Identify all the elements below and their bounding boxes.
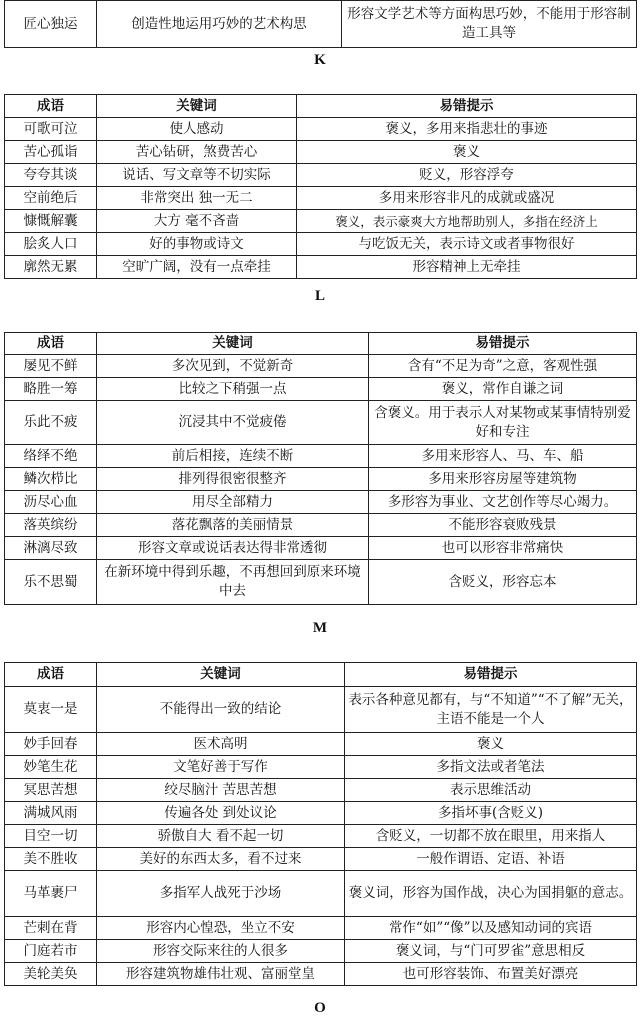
table-row [5,825,637,848]
idiom-cell: 廓然无累 [5,256,97,279]
table-row [5,1,637,48]
table-row [5,164,637,187]
table-row [5,256,637,279]
hint-cell: 褒义词，与“门可罗雀”意思相反 [345,940,637,963]
keyword-cell: 不能得出一致的结论 [97,687,345,733]
keyword-cell: 多指军人战死于沙场 [97,871,345,917]
header-idiom: 成语 [5,663,97,687]
hint-cell: 褒义，常作自谦之词 [369,378,637,401]
hint-cell: 多形容为事业、文艺创作等尽心竭力。 [369,491,637,514]
hint-cell: 与吃饭无关，表示诗文或者事物很好 [297,233,637,256]
idiom-cell: 美轮美奂 [5,963,97,986]
hint-cell: 表示思维活动 [345,779,637,802]
idiom-cell: 美不胜收 [5,848,97,871]
idiom-cell: 妙笔生花 [5,756,97,779]
table-row [5,560,637,605]
keyword-cell: 多次见到，不觉新奇 [97,355,369,378]
keyword-cell: 美好的东西太多，看不过来 [97,848,345,871]
idiom-cell: 淋漓尽致 [5,537,97,560]
idiom-cell: 芒刺在背 [5,917,97,940]
hint-cell: 常作“如”“像”以及感知动词的宾语 [345,917,637,940]
idiom-cell: 莫衷一是 [5,687,97,733]
keyword-cell: 创造性地运用巧妙的艺术构思 [97,1,342,48]
idiom-cell: 匠心独运 [5,1,97,48]
hint-cell: 不能形容衰败残景 [369,514,637,537]
idiom-cell: 络绎不绝 [5,445,97,468]
table-m [4,662,637,986]
hint-cell: 形容文学艺术等方面构思巧妙，不能用于形容制造工具等 [342,1,637,48]
keyword-cell: 绞尽脑汁 苦思苦想 [97,779,345,802]
table-row [5,687,637,733]
idiom-cell: 可歌可泣 [5,118,97,141]
table-l [4,332,637,605]
idiom-cell: 乐不思蜀 [5,560,97,605]
hint-cell: 褒义，表示豪爽大方地帮助别人，多指在经济上 [297,210,637,233]
table-row [5,355,637,378]
idiom-cell: 乐此不疲 [5,401,97,445]
keyword-cell: 非常突出 独一无二 [97,187,297,210]
hint-cell: 贬义，形容浮夸 [297,164,637,187]
hint-cell: 含有“不足为奇”之意，客观性强 [369,355,637,378]
table-row [5,210,637,233]
hint-cell: 也可以形容非常痛快 [369,537,637,560]
hint-cell: 也可形容装饰、布置美好漂亮 [345,963,637,986]
table-row [5,233,637,256]
idiom-cell: 落英缤纷 [5,514,97,537]
idiom-cell: 屡见不鲜 [5,355,97,378]
section-letter-l: L [314,288,325,304]
keyword-cell: 在新环境中得到乐趣，不再想回到原来环境中去 [97,560,369,605]
table-header [5,333,637,355]
table-k [4,94,637,279]
table-row [5,537,637,560]
header-keyword: 关键词 [97,333,369,355]
hint-cell: 多用来形容非凡的成就或盛况 [297,187,637,210]
idiom-cell: 马革裹尸 [5,871,97,917]
idiom-cell: 鳞次栉比 [5,468,97,491]
header-keyword: 关键词 [97,663,345,687]
idiom-cell: 脍炙人口 [5,233,97,256]
keyword-cell: 形容交际来往的人很多 [97,940,345,963]
keyword-cell: 比较之下稍强一点 [97,378,369,401]
hint-cell: 含贬义，一切都不放在眼里，用来指人 [345,825,637,848]
hint-cell: 褒义词，形容为国作战，决心为国捐躯的意志。 [345,871,637,917]
hint-cell: 含褒义。用于表示人对某物或某事情特别爱好和专注 [369,401,637,445]
idiom-cell: 慷慨解囊 [5,210,97,233]
table-row [5,848,637,871]
idiom-cell: 冥思苦想 [5,779,97,802]
hint-cell: 一般作谓语、定语、补语 [345,848,637,871]
keyword-cell: 空旷广阔，没有一点牵挂 [97,256,297,279]
keyword-cell: 用尽全部精力 [97,491,369,514]
hint-cell: 表示各种意见都有，与“不知道”“不了解”无关，主语不能是一个人 [345,687,637,733]
idiom-cell: 门庭若市 [5,940,97,963]
header-idiom: 成语 [5,95,97,118]
hint-cell: 多指文法或者笔法 [345,756,637,779]
hint-cell: 多用来形容房屋等建筑物 [369,468,637,491]
hint-cell: 含贬义，形容忘本 [369,560,637,605]
keyword-cell: 说话、写文章等不切实际 [97,164,297,187]
keyword-cell: 医术高明 [97,733,345,756]
keyword-cell: 落花飘落的美丽情景 [97,514,369,537]
header-keyword: 关键词 [97,95,297,118]
table-row [5,514,637,537]
keyword-cell: 前后相接，连续不断 [97,445,369,468]
keyword-cell: 形容建筑物雄伟壮观、富丽堂皇 [97,963,345,986]
idiom-cell: 目空一切 [5,825,97,848]
keyword-cell: 好的事物或诗文 [97,233,297,256]
table-row [5,917,637,940]
table-row [5,940,637,963]
table-row [5,779,637,802]
table-row [5,963,637,986]
table-row [5,187,637,210]
keyword-cell: 沉浸其中不觉疲倦 [97,401,369,445]
idiom-cell: 略胜一筹 [5,378,97,401]
idiom-cell: 夸夸其谈 [5,164,97,187]
hint-cell: 多指坏事(含贬义) [345,802,637,825]
table-row [5,445,637,468]
table-row [5,401,637,445]
keyword-cell: 排列得很密很整齐 [97,468,369,491]
table-row [5,118,637,141]
table-row [5,378,637,401]
idiom-cell: 满城风雨 [5,802,97,825]
keyword-cell: 使人感动 [97,118,297,141]
table-row [5,468,637,491]
idiom-cell: 沥尽心血 [5,491,97,514]
hint-cell: 褒义，多用来指悲壮的事迹 [297,118,637,141]
idiom-cell: 空前绝后 [5,187,97,210]
table-row [5,141,637,164]
idiom-cell: 妙手回春 [5,733,97,756]
table-header [5,95,637,118]
table-header [5,663,637,687]
table-row [5,756,637,779]
keyword-cell: 苦心钻研，煞费苦心 [97,141,297,164]
section-letter-m: M [312,620,328,636]
header-idiom: 成语 [5,333,97,355]
header-hint: 易错提示 [297,95,637,118]
keyword-cell: 文笔好善于写作 [97,756,345,779]
section-letter-o: O [314,1000,326,1016]
header-hint: 易错提示 [345,663,637,687]
table-row [5,802,637,825]
hint-cell: 褒义 [345,733,637,756]
top-table [4,0,637,48]
keyword-cell: 形容内心惶恐，坐立不安 [97,917,345,940]
table-row [5,491,637,514]
idiom-cell: 苦心孤诣 [5,141,97,164]
keyword-cell: 骄傲自大 看不起一切 [97,825,345,848]
hint-cell: 多用来形容人、马、车、船 [369,445,637,468]
table-row [5,871,637,917]
table-row [5,733,637,756]
keyword-cell: 传遍各处 到处议论 [97,802,345,825]
keyword-cell: 大方 毫不吝啬 [97,210,297,233]
header-hint: 易错提示 [369,333,637,355]
hint-cell: 形容精神上无牵挂 [297,256,637,279]
keyword-cell: 形容文章或说话表达得非常透彻 [97,537,369,560]
section-letter-k: K [314,52,326,68]
hint-cell: 褒义 [297,141,637,164]
